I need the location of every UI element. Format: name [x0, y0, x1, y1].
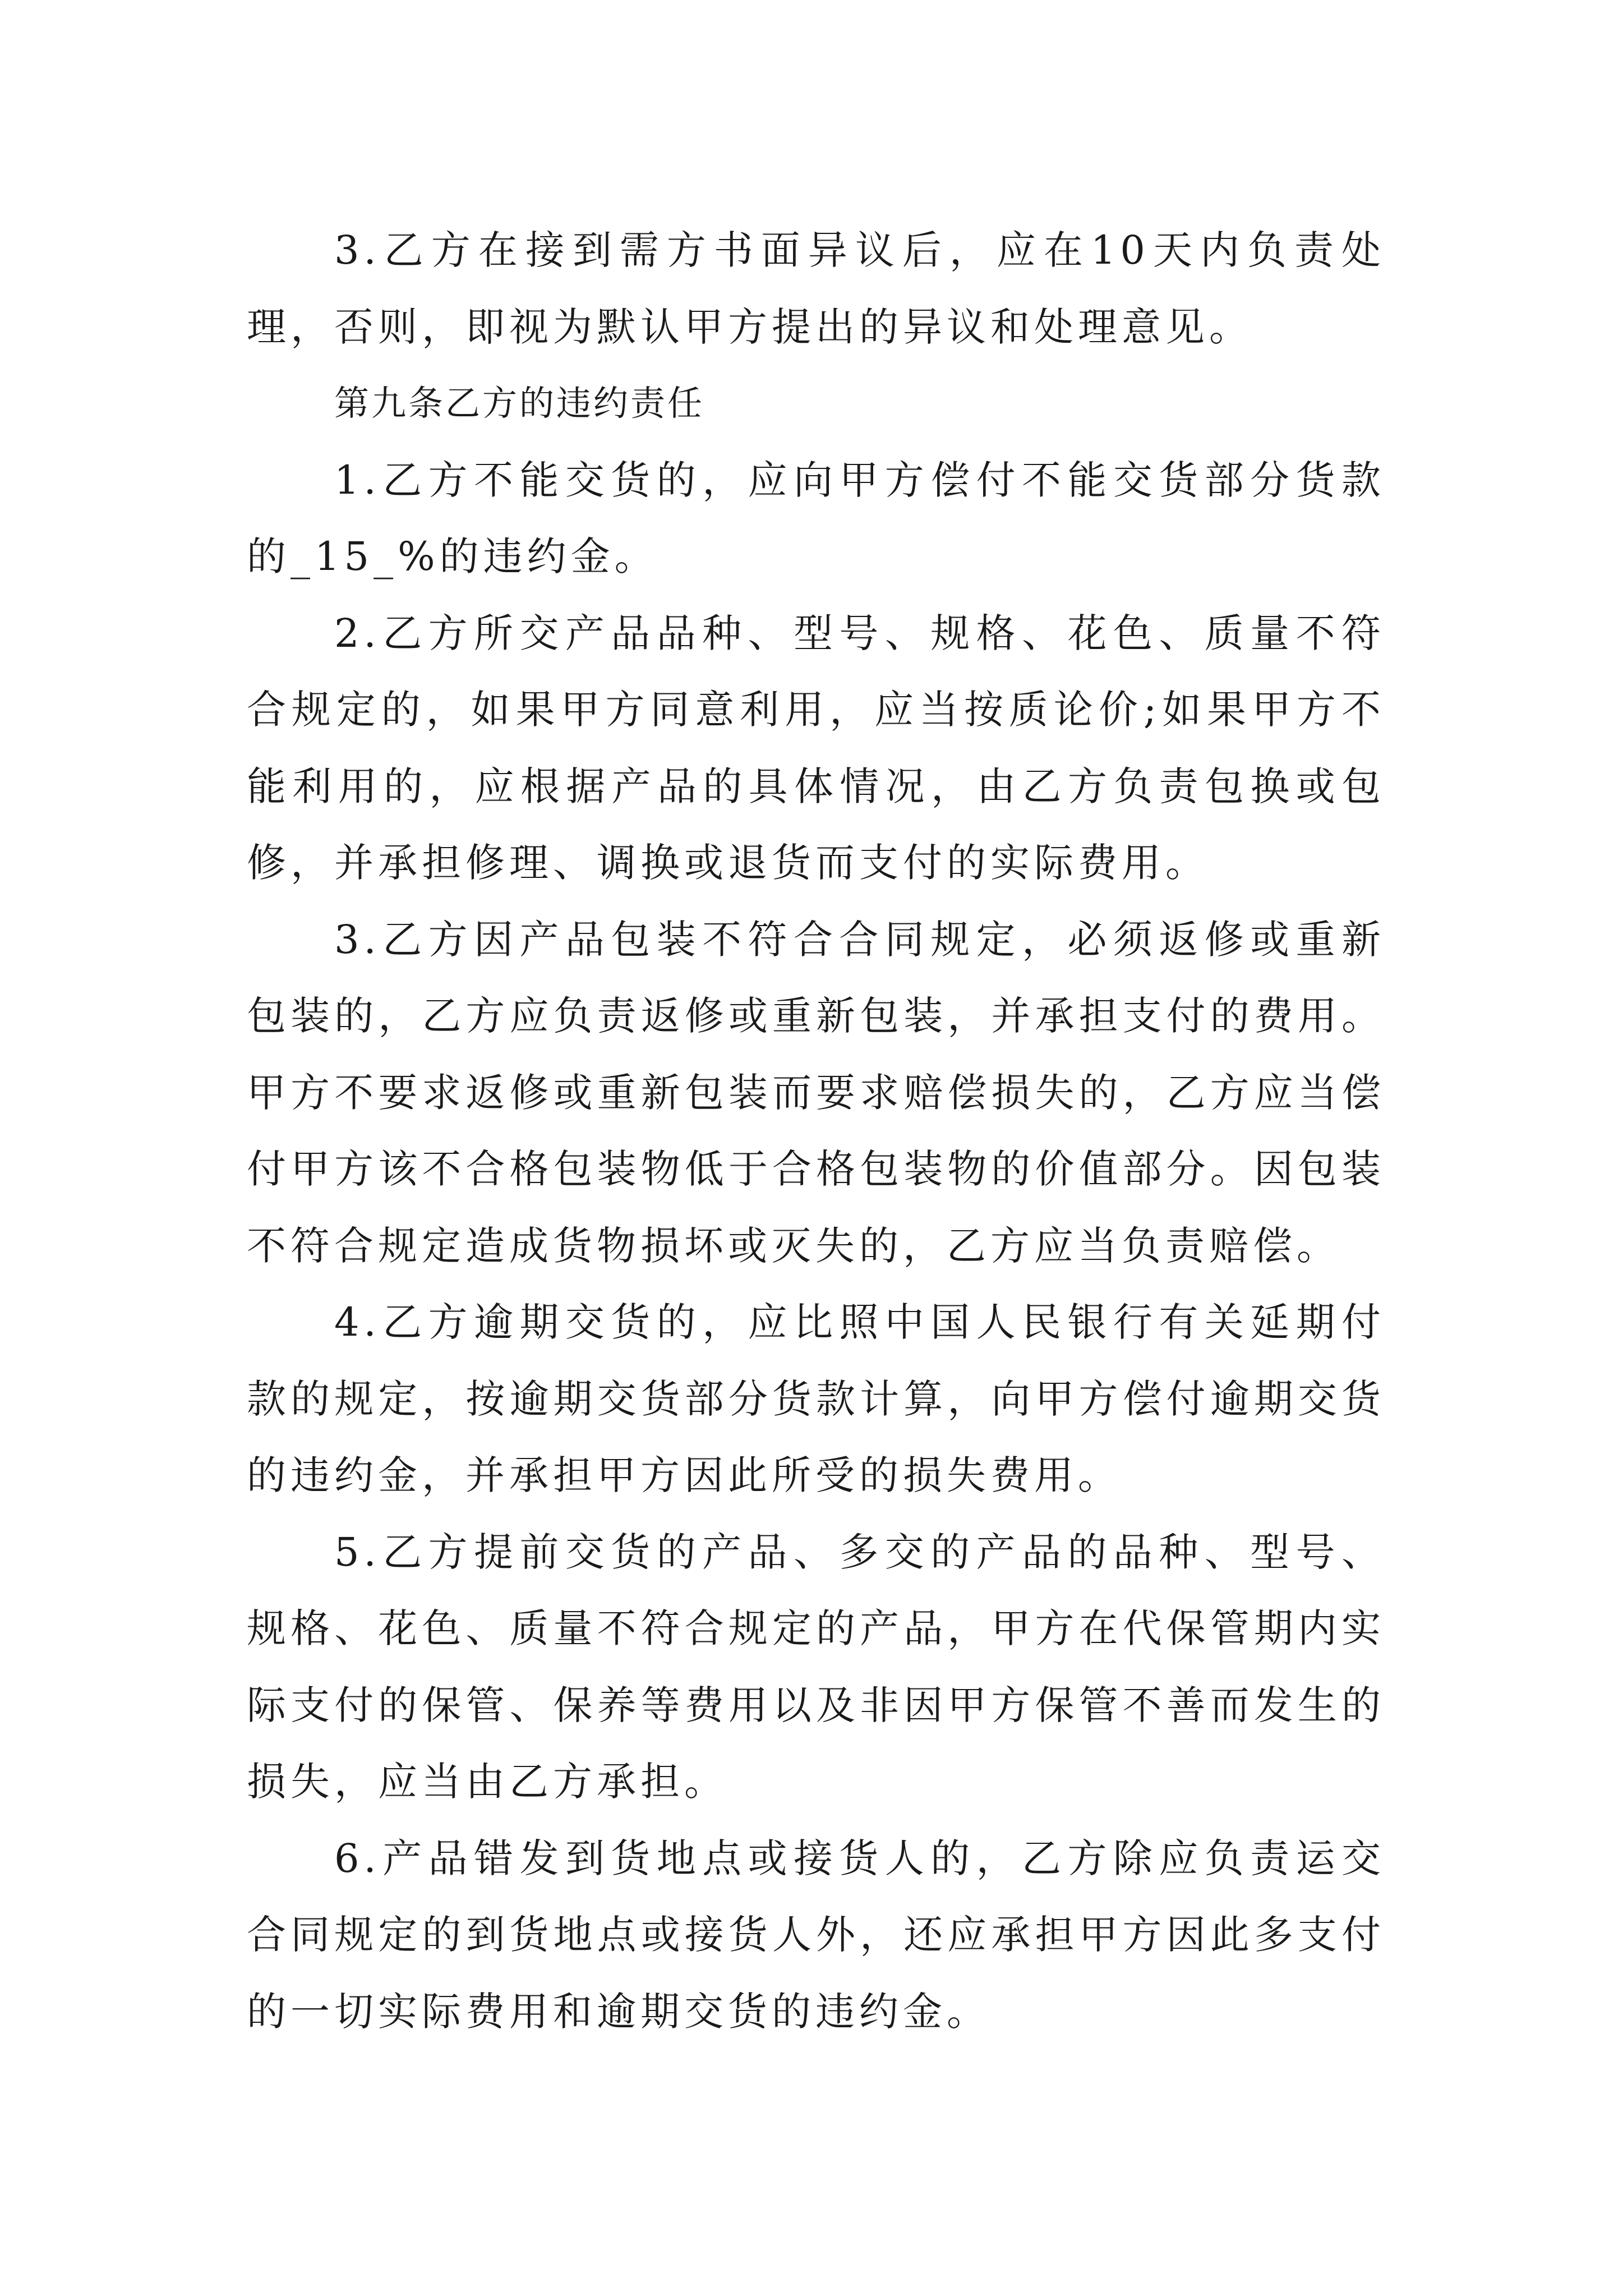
paragraph-item-4: 4.乙方逾期交货的，应比照中国人民银行有关延期付款的规定，按逾期交货部分货款计算，向甲方偿付逾期交货的违约金，并承担甲方因此所受的损失费用。 — [247, 1299, 1385, 1498]
paragraph-item-1: 1.乙方不能交货的，应向甲方偿付不能交货部分货款的_15_%的违约金。 — [247, 457, 1385, 579]
paragraph-item-6: 6.产品错发到货地点或接货人的，乙方除应负责运交合同规定的到货地点或接货人外，还应承担甲方因此多支付的一切实际费用和逾期交货的违约金。 — [247, 1835, 1385, 2035]
paragraph-clause-8-item-3: 3.乙方在接到需方书面异议后，应在10天内负责处理，否则，即视为默认甲方提出的异议和处理意见。 — [247, 227, 1385, 350]
section-heading-article-9: 第九条乙方的违约责任 — [334, 383, 705, 424]
paragraph-item-2: 2.乙方所交产品品种、型号、规格、花色、质量不符合规定的，如果甲方同意利用，应当按质论价;如果甲方不能利用的，应根据产品的具体情况，由乙方负责包换或包修，并承担修理、调换或退货而支付的实际费用。 — [247, 610, 1385, 886]
paragraph-item-5: 5.乙方提前交货的产品、多交的产品的品种、型号、规格、花色、质量不符合规定的产品，甲方在代保管期内实际支付的保管、保养等费用以及非因甲方保管不善而发生的损失，应当由乙方承担。 — [247, 1529, 1385, 1805]
document-body — [247, 212, 1385, 2050]
paragraph-item-3: 3.乙方因产品包装不符合合同规定，必须返修或重新包装的，乙方应负责返修或重新包装，并承担支付的费用。甲方不要求返修或重新包装而要求赔偿损失的，乙方应当偿付甲方该不合格包装物低于合格包装物的价值部分。因包装不符合规定造成货物损坏或灭失的，乙方应当负责赔偿。 — [247, 916, 1385, 1269]
